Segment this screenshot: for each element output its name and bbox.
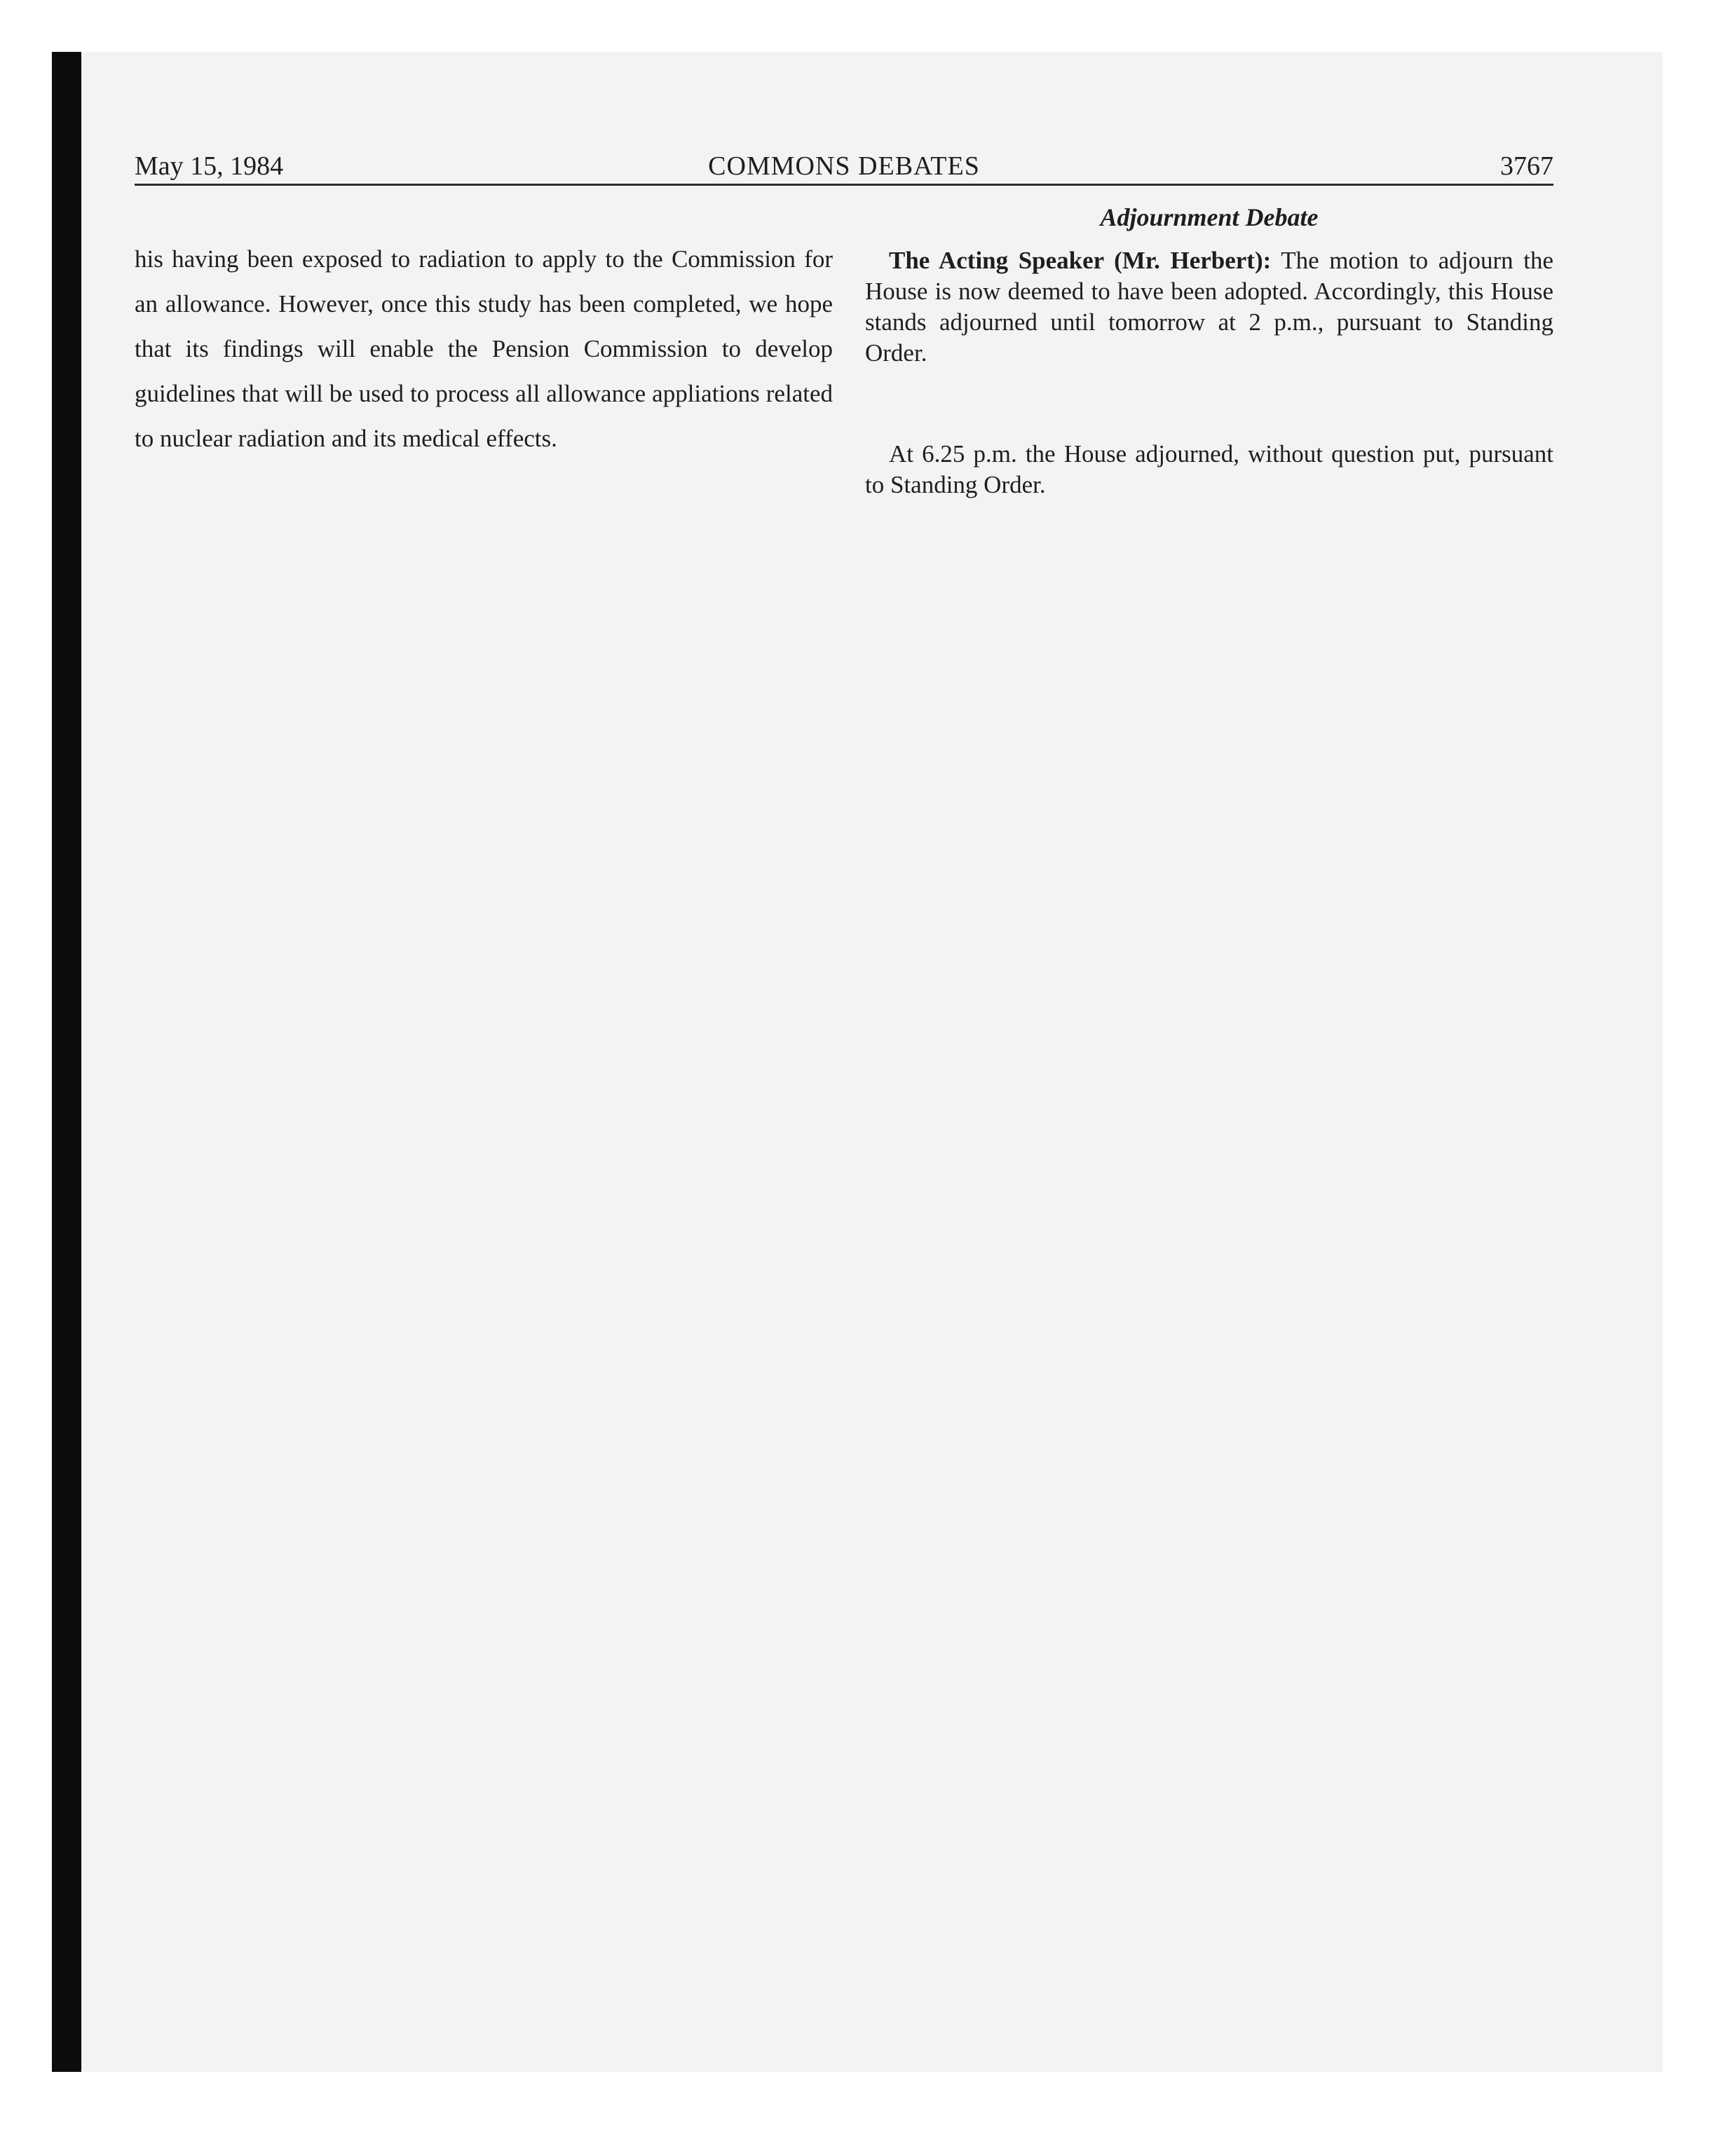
speaker-name: The Acting Speaker (Mr. Herbert): (889, 247, 1272, 274)
speech-text: The motion to adjourn the House is now deemed to have been adopted. Accordingly, this House stands adjourned until tomorrow at 2 p.m., pursuant to Standing Order. (865, 247, 1553, 367)
header-page-number: 3767 (1500, 151, 1553, 181)
header-rule (135, 184, 1553, 186)
binding-edge (52, 52, 81, 2072)
left-column-paragraph: his having been exposed to radiation to apply to the Commission for an allowance. However, once this study has been completed, we hope that its findings will enable the Pension Commission to develop guidelines that will be used to process all allowance appliations related to nuclear radiation and its medical effects. (135, 245, 833, 452)
speaker-statement (865, 245, 1553, 369)
page-header (135, 149, 1553, 184)
adjournment-note: At 6.25 p.m. the House adjourned, without question put, pursuant to Standing Order. (865, 440, 1553, 498)
header-title: COMMONS DEBATES (708, 151, 980, 181)
header-date: May 15, 1984 (135, 151, 284, 181)
section-heading: Adjournment Debate (1100, 203, 1319, 231)
